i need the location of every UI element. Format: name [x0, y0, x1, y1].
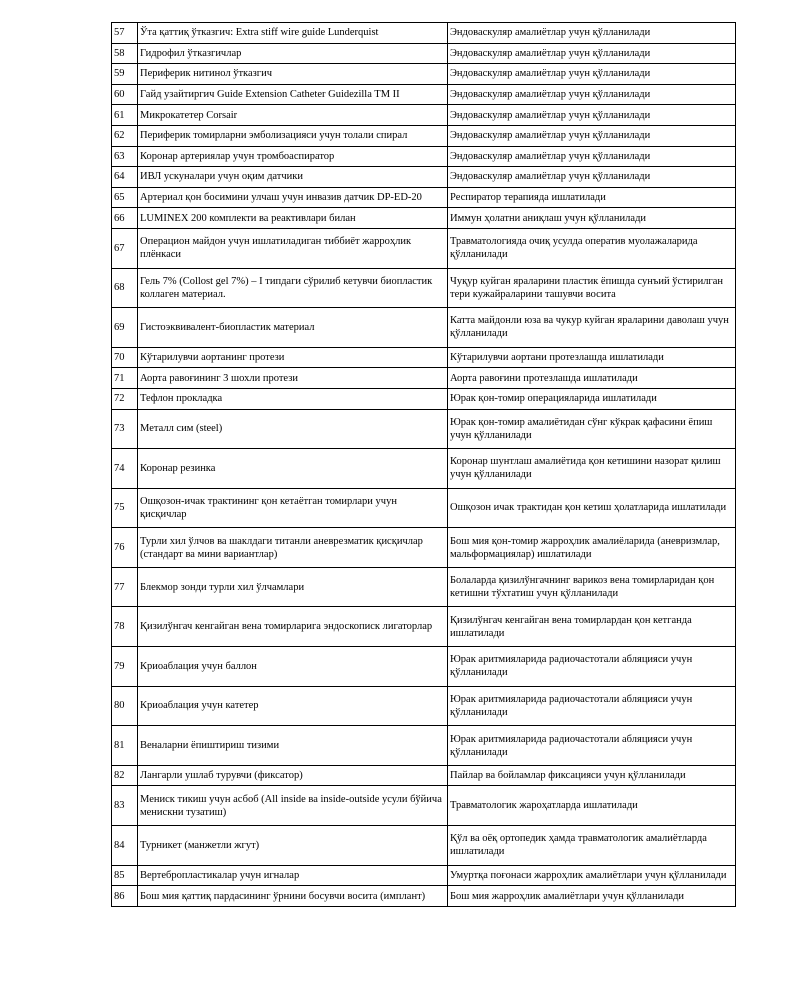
table-row	[112, 686, 736, 726]
device-usage: Юрак аритмияларида радиочастотали абляцияси учун қўлланилади	[448, 647, 736, 687]
device-usage: Травматологик жароҳатларда ишлатилади	[448, 786, 736, 826]
row-number: 61	[112, 105, 138, 126]
device-usage: Эндоваскуляр амалиётлар учун қўлланилади	[448, 105, 736, 126]
row-number: 68	[112, 268, 138, 308]
device-usage: Пайлар ва бойламлар фиксацияси учун қўлланилади	[448, 765, 736, 786]
row-number: 78	[112, 607, 138, 647]
table-row	[112, 208, 736, 229]
device-usage: Катта майдонли юза ва чукур куйган яраларини даволаш учун қўлланилади	[448, 308, 736, 348]
device-name: Артериал қон босимини улчаш учун инвазив датчик DP-ED-20	[138, 187, 448, 208]
device-name: Коронар артериялар учун тромбоаспиратор	[138, 146, 448, 167]
device-usage: Травматологияда очиқ усулда оператив муолажаларида қўлланилади	[448, 228, 736, 268]
device-usage: Юрак аритмияларида радиочастотали абляцияси учун қўлланилади	[448, 686, 736, 726]
table-row	[112, 228, 736, 268]
row-number: 66	[112, 208, 138, 229]
device-name: Лангарли ушлаб турувчи (фиксатор)	[138, 765, 448, 786]
device-usage: Эндоваскуляр амалиётлар учун қўлланилади	[448, 64, 736, 85]
device-usage: Коронар шунтлаш амалиётида қон кетишини назорат қилиш учун қўлланилади	[448, 449, 736, 489]
row-number: 72	[112, 388, 138, 409]
device-usage: Бош мия жарроҳлик амалиётлари учун қўлланилади	[448, 886, 736, 907]
row-number: 58	[112, 43, 138, 64]
device-name: Веналарни ёпиштириш тизими	[138, 726, 448, 766]
table-row	[112, 388, 736, 409]
row-number: 70	[112, 347, 138, 368]
table-body	[112, 23, 736, 907]
row-number: 82	[112, 765, 138, 786]
device-usage: Эндоваскуляр амалиётлар учун қўлланилади	[448, 84, 736, 105]
device-name: Гидрофил ўтказгичлар	[138, 43, 448, 64]
table-row	[112, 64, 736, 85]
table-row	[112, 647, 736, 687]
table-row	[112, 347, 736, 368]
device-usage: Ошқозон ичак трактидан қон кетиш ҳолатларида ишлатилади	[448, 488, 736, 528]
device-name: Турли хил ўлчов ва шаклдаги титанли аневрезматик қисқичлар (стандарт ва мини вариантлар)	[138, 528, 448, 568]
table-row	[112, 167, 736, 188]
row-number: 63	[112, 146, 138, 167]
row-number: 62	[112, 125, 138, 146]
row-number: 83	[112, 786, 138, 826]
row-number: 74	[112, 449, 138, 489]
device-usage: Қизилўнгач кенгайган вена томирлардан қон кетганда ишлатилади	[448, 607, 736, 647]
device-name: Тефлон прокладка	[138, 388, 448, 409]
table-row	[112, 865, 736, 886]
table-row	[112, 268, 736, 308]
device-name: Гистоэквивалент-биопластик материал	[138, 308, 448, 348]
device-usage: Бош мия қон-томир жарроҳлик амалиёларида (аневризмлар, мальформациялар) ишлатилади	[448, 528, 736, 568]
device-name: Вертебропластикалар учун игналар	[138, 865, 448, 886]
device-name: Металл сим (steel)	[138, 409, 448, 449]
row-number: 57	[112, 23, 138, 44]
device-usage: Юрак аритмияларида радиочастотали абляцияси учун қўлланилади	[448, 726, 736, 766]
device-name: Аорта равоғининг 3 шохли протези	[138, 368, 448, 389]
table-row	[112, 187, 736, 208]
device-usage: Респиратор терапияда ишлатилади	[448, 187, 736, 208]
device-usage: Кўтарилувчи аортани протезлашда ишлатилади	[448, 347, 736, 368]
table-row	[112, 765, 736, 786]
row-number: 65	[112, 187, 138, 208]
row-number: 67	[112, 228, 138, 268]
device-name: Турникет (манжетли жгут)	[138, 826, 448, 866]
row-number: 84	[112, 826, 138, 866]
device-usage: Юрак қон-томир амалиётидан сўнг кўкрак қафасини ёпиш учун қўлланилади	[448, 409, 736, 449]
table-row	[112, 43, 736, 64]
device-name: Кўтарилувчи аортанинг протези	[138, 347, 448, 368]
table-row	[112, 826, 736, 866]
device-name: Микрокатетер Corsair	[138, 105, 448, 126]
table-row	[112, 368, 736, 389]
row-number: 77	[112, 567, 138, 607]
row-number: 69	[112, 308, 138, 348]
device-name: Криоаблация учун баллон	[138, 647, 448, 687]
device-usage: Юрак қон-томир операцияларида ишлатилади	[448, 388, 736, 409]
device-name: Блекмор зонди турли хил ўлчамлари	[138, 567, 448, 607]
device-name: Ошқозон-ичак трактининг қон кетаётган томирлари учун қисқичлар	[138, 488, 448, 528]
table-row	[112, 528, 736, 568]
device-name: Бош мия қаттиқ пардасининг ўрнини босувчи восита (имплант)	[138, 886, 448, 907]
device-name: Коронар резинка	[138, 449, 448, 489]
table-row	[112, 146, 736, 167]
table-row	[112, 409, 736, 449]
table-row	[112, 886, 736, 907]
row-number: 73	[112, 409, 138, 449]
device-usage: Эндоваскуляр амалиётлар учун қўлланилади	[448, 43, 736, 64]
device-name: Мениск тикиш учун асбоб (All inside ва inside-outside усули бўйича менискни тузатиш)	[138, 786, 448, 826]
row-number: 86	[112, 886, 138, 907]
row-number: 76	[112, 528, 138, 568]
row-number: 59	[112, 64, 138, 85]
table-row	[112, 488, 736, 528]
device-usage: Аорта равоғини протезлашда ишлатилади	[448, 368, 736, 389]
table-row	[112, 786, 736, 826]
row-number: 81	[112, 726, 138, 766]
row-number: 64	[112, 167, 138, 188]
device-name: Ўта қаттиқ ўтказгич: Extra stiff wire guide Lunderquist	[138, 23, 448, 44]
device-name: ИВЛ ускуналари учун оқим датчики	[138, 167, 448, 188]
table-row	[112, 449, 736, 489]
table-row	[112, 23, 736, 44]
device-name: LUMINEX 200 комплекти ва реактивлари билан	[138, 208, 448, 229]
table-row	[112, 105, 736, 126]
device-name: Периферик томирларни эмболизацияси учун толали спирал	[138, 125, 448, 146]
table-row	[112, 125, 736, 146]
row-number: 75	[112, 488, 138, 528]
device-usage: Эндоваскуляр амалиётлар учун қўлланилади	[448, 23, 736, 44]
row-number: 80	[112, 686, 138, 726]
device-usage: Болаларда қизилўнгачнинг варикоз вена томирларидан қон кетишни тўхтатиш учун қўлланилади	[448, 567, 736, 607]
device-usage: Иммун ҳолатни аниқлаш учун қўлланилади	[448, 208, 736, 229]
table-row	[112, 84, 736, 105]
row-number: 60	[112, 84, 138, 105]
device-name: Гель 7% (Collost gel 7%) – I типдаги сўрилиб кетувчи биопластик коллаген материал.	[138, 268, 448, 308]
device-name: Периферик нитинол ўтказгич	[138, 64, 448, 85]
table-row	[112, 726, 736, 766]
device-name: Операцион майдон учун ишлатиладиган тиббиёт жарроҳлик плёнкаси	[138, 228, 448, 268]
device-name: Қизилўнгач кенгайган вена томирларига эндоскописк лигаторлар	[138, 607, 448, 647]
device-usage: Эндоваскуляр амалиётлар учун қўлланилади	[448, 125, 736, 146]
device-name: Гайд узайтиргич Guide Extension Catheter Guidezilla TM II	[138, 84, 448, 105]
row-number: 85	[112, 865, 138, 886]
row-number: 79	[112, 647, 138, 687]
device-usage: Эндоваскуляр амалиётлар учун қўлланилади	[448, 146, 736, 167]
device-usage: Умуртқа поғонаси жарроҳлик амалиётлари учун қўлланилади	[448, 865, 736, 886]
table-row	[112, 308, 736, 348]
table-row	[112, 567, 736, 607]
devices-table	[111, 22, 736, 907]
row-number: 71	[112, 368, 138, 389]
device-usage: Чуқур куйган яраларини пластик ёпишда сунъий ўстирилган тери кужайраларини ташувчи восита	[448, 268, 736, 308]
device-usage: Эндоваскуляр амалиётлар учун қўлланилади	[448, 167, 736, 188]
table-row	[112, 607, 736, 647]
device-usage: Қўл ва оёқ ортопедик ҳамда травматологик амалиётларда ишлатилади	[448, 826, 736, 866]
device-name: Криоаблация учун катетер	[138, 686, 448, 726]
